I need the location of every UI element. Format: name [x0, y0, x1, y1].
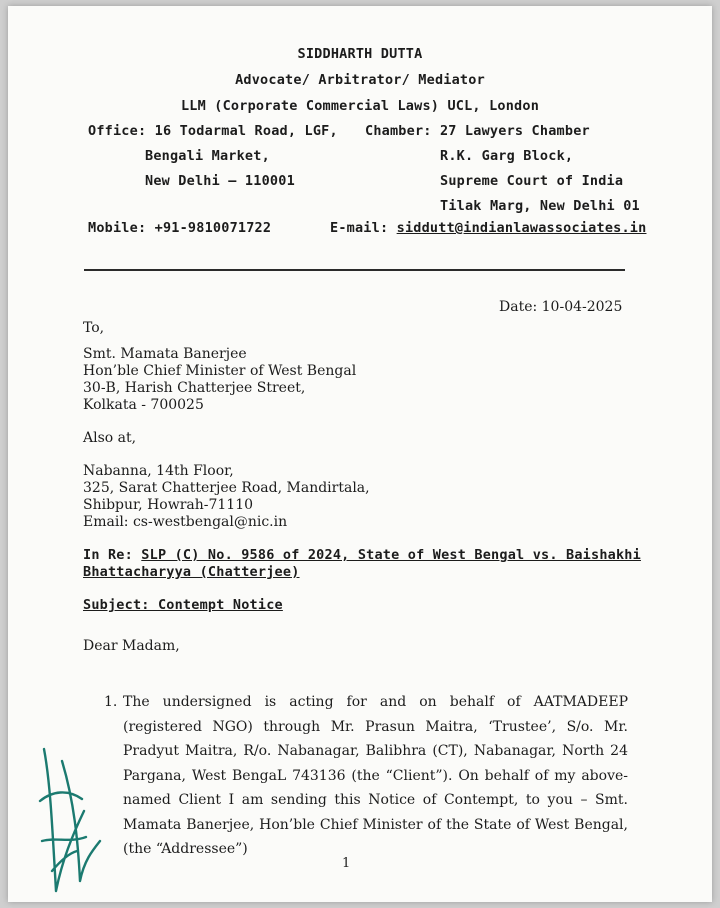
letter-date: Date: 10-04-2025	[499, 299, 623, 315]
header-divider	[84, 269, 625, 271]
email-link[interactable]: siddutt@indianlawassociates.in	[396, 220, 647, 236]
email-label: E-mail:	[330, 220, 389, 236]
sender-titles: Advocate/ Arbitrator/ Mediator	[235, 72, 485, 88]
in-re-line-1	[83, 547, 641, 563]
subject-line: Subject: Contempt Notice	[83, 597, 283, 613]
alt-address-line-1: Nabanna, 14th Floor,	[83, 463, 234, 479]
in-re-line-2: Bhattacharyya (Chatterjee)	[83, 564, 300, 580]
in-re-label: In Re:	[83, 547, 133, 563]
office-line-1: Office: 16 Todarmal Road, LGF,	[88, 123, 338, 139]
paragraph-number: 1.	[104, 694, 118, 710]
mobile-number: Mobile: +91-9810071722	[88, 220, 272, 236]
office-line-3: New Delhi – 110001	[145, 173, 295, 189]
addressee-line-2: Hon’ble Chief Minister of West Bengal	[83, 363, 357, 379]
paragraph-1: The undersigned is acting for and on behalf of AATMADEEP (registered NGO) through Mr. Prasun Maitra, ‘Trustee’, S/o. Mr. Pradyut Maitra, R/o. Nabanagar, Balibhra (CT), Nabanagar, North 24 Pargana, West BengaL 743136 (the “Client”). On behalf of my above-named Client I am sending this Notice of Contempt, to you – Smt. Mamata Banerjee, Hon’ble Chief Minister of the State of West Bengal, (the “Addressee”)	[123, 694, 628, 857]
chamber-line-2: R.K. Garg Block,	[440, 148, 574, 164]
page-number: 1	[342, 856, 351, 871]
addressee-line-3: 30-B, Harish Chatterjee Street,	[83, 380, 306, 396]
addressee-line-4: Kolkata - 700025	[83, 397, 204, 413]
chamber-line-4: Tilak Marg, New Delhi 01	[440, 198, 640, 214]
email-line	[330, 220, 646, 236]
alt-address-line-3: Shibpur, Howrah-71110	[83, 497, 254, 513]
sender-qualification: LLM (Corporate Commercial Laws) UCL, London	[180, 98, 540, 114]
sender-name: SIDDHARTH DUTTA	[297, 46, 423, 62]
chamber-line-1: Chamber: 27 Lawyers Chamber	[365, 123, 590, 139]
also-at-label: Also at,	[83, 430, 137, 446]
chamber-line-3: Supreme Court of India	[440, 173, 624, 189]
addressee-line-1: Smt. Mamata Banerjee	[83, 346, 247, 362]
signature-image	[22, 741, 112, 901]
office-line-2: Bengali Market,	[145, 148, 270, 164]
salutation: Dear Madam,	[83, 638, 180, 654]
alt-address-line-2: 325, Sarat Chatterjee Road, Mandirtala,	[83, 480, 370, 496]
alt-address-line-4: Email: cs-westbengal@nic.in	[83, 514, 288, 530]
in-re-case: SLP (C) No. 9586 of 2024, State of West Bengal vs. Baishakhi	[141, 547, 641, 563]
to-label: To,	[83, 320, 105, 336]
letter-page	[8, 6, 712, 902]
